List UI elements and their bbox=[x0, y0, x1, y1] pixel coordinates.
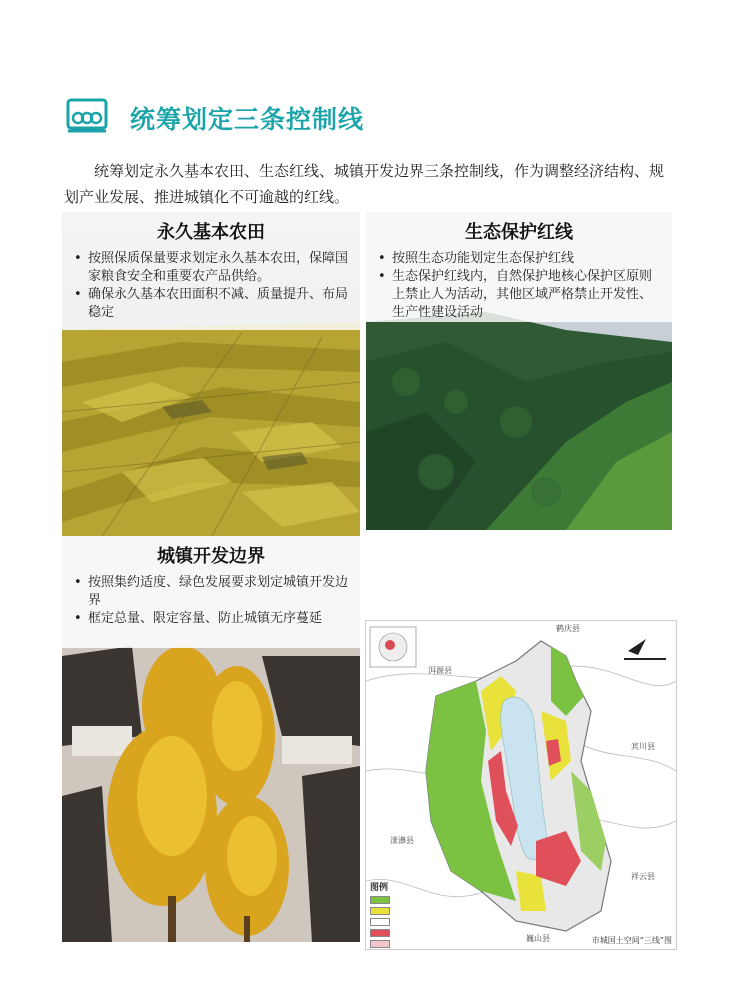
intro-paragraph: 统筹划定永久基本农田、生态红线、城镇开发边界三条控制线，作为调整经济结构、规划产业发展、推进城镇化不可逾越的红线。 bbox=[64, 162, 665, 206]
map-county-label: 洱源县 bbox=[428, 666, 452, 675]
landscape-frame-icon bbox=[66, 98, 108, 134]
legend-swatch-farm bbox=[370, 907, 390, 915]
farmland-bullet: • 按照保质保量要求划定永久基本农田，保障国家粮食安全和重要农产品供给。 bbox=[72, 250, 350, 286]
map-county-label: 祥云县 bbox=[631, 872, 655, 881]
legend-swatch-other bbox=[370, 940, 390, 948]
farmland-title: 永久基本农田 bbox=[157, 222, 265, 243]
legend-swatch-town bbox=[370, 929, 390, 937]
three-lines-map bbox=[365, 620, 677, 950]
ecology-title: 生态保护红线 bbox=[465, 222, 573, 243]
town-bullet: • 按照集约适度、绿色发展要求划定城镇开发边界 bbox=[72, 574, 350, 610]
map-county-label: 巍山县 bbox=[526, 934, 550, 943]
town-info bbox=[62, 536, 360, 648]
town-title: 城镇开发边界 bbox=[157, 546, 265, 567]
farmland-info bbox=[62, 212, 360, 330]
ecology-info bbox=[366, 212, 672, 322]
ecology-panel bbox=[366, 212, 672, 530]
legend-swatch-eco bbox=[370, 896, 390, 904]
legend-title: 图例 bbox=[370, 883, 389, 893]
legend-swatch-boundary bbox=[370, 918, 390, 926]
watermark: 搜狐号@搜狐黑点大理站 bbox=[526, 980, 724, 1000]
town-bullet: • 框定总量、限定容量、防止城镇无序蔓延 bbox=[72, 610, 350, 628]
farmland-bullet: • 确保永久基本农田面积不减、质量提升、布局稳定 bbox=[72, 286, 350, 322]
map-county-label: 鹤庆县 bbox=[556, 624, 580, 633]
ecology-bullet: • 生态保护红线内，自然保护地核心保护区原则上禁止人为活动，其他区域严格禁止开发性、生产性建设活动 bbox=[376, 268, 662, 322]
page-title: 统筹划定三条控制线 bbox=[130, 105, 365, 134]
map-caption: 市城国土空间“三线”图 bbox=[591, 936, 672, 945]
ecology-bullet: • 按照生态功能划定生态保护红线 bbox=[376, 250, 662, 268]
town-panel bbox=[62, 536, 360, 942]
map-county-label: 漾濞县 bbox=[390, 836, 414, 845]
map-graphic bbox=[366, 621, 676, 949]
map-county-label: 宾川县 bbox=[631, 742, 655, 751]
map-legend bbox=[370, 883, 393, 949]
farmland-panel bbox=[62, 212, 360, 536]
